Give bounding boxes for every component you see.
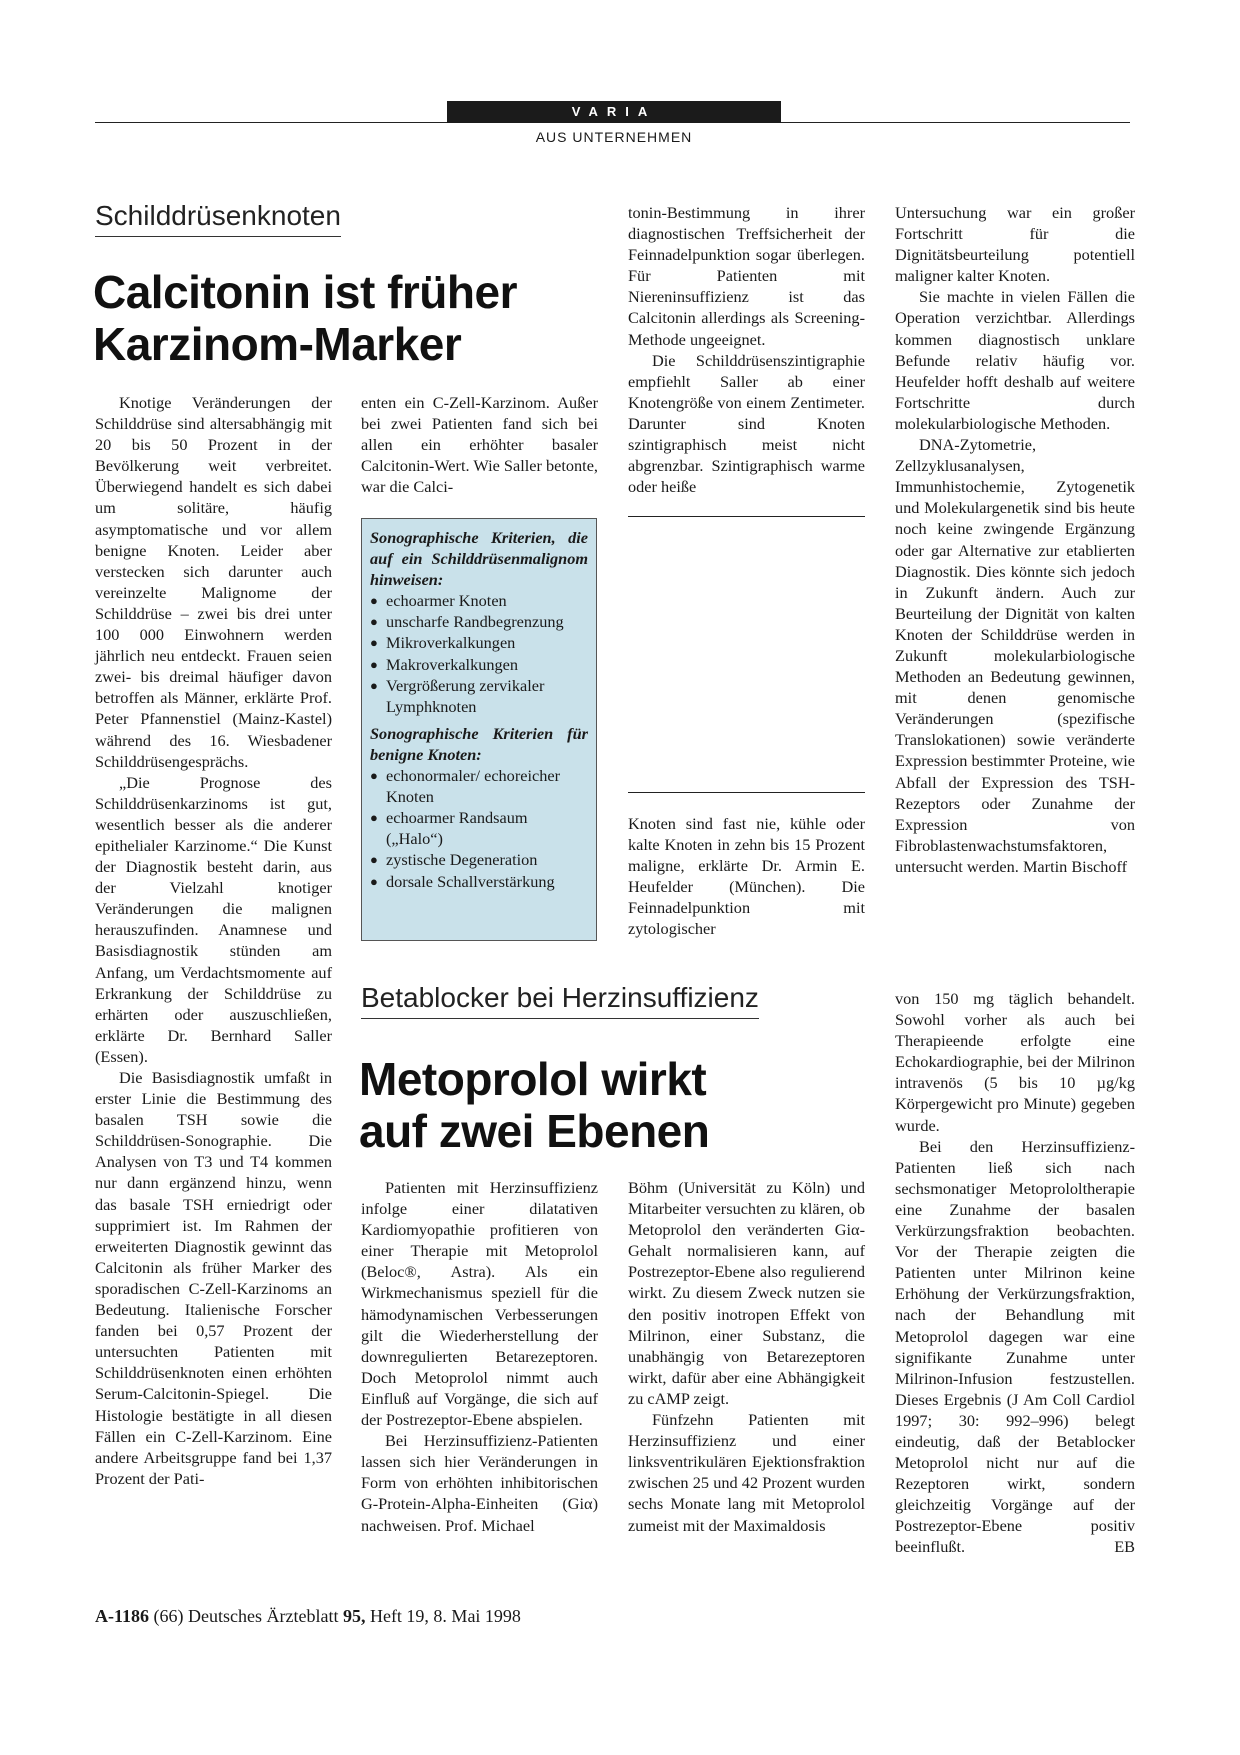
volume: 95, <box>342 1606 366 1626</box>
article1-headline-line2: Karzinom-Marker <box>93 318 462 370</box>
paragraph: Knotige Veränderungen der Schilddrüse sind altersabhängig mit 20 bis 50 Prozent in der Bevölkerung weit verbreitet. Überwiegend handelt es sich dabei um solitäre, häufig asymptomatische und vor allem benigne Knoten. Leider aber verstecken sich darunter auch vereinzelte Malignome der Schilddrüse – zwei bis drei unter 100 000 Einwohnern werden jährlich neu entdeckt. Frauen seien zwei- bis dreimal häufiger davon betroffen als Männer, erklärte Prof. Peter Pfannenstiel (Mainz-Kastel) während des 16. Wiesbadener Schilddrüsengesprächs. <box>95 393 332 771</box>
paragraph: Die Basisdiagnostik umfaßt in erster Linie die Bestimmung des basalen TSH sowie die Schilddrüsen-Sonographie. Die Analysen von T3 und T4 kommen nur dann ergänzend hinzu, wenn das basale TSH erniedrigt oder supprimiert ist. Im Rahmen der erweiterten Diagnostik gewinnt das Calcitonin als früher Marker des sporadischen C-Zell-Karzinoms an Bedeutung. Italienische Forscher fanden bei 0,57 Prozent der untersuchten Patienten mit Schilddrüsenknoten einen erhöhten Serum-Calcitonin-Spiegel. Die Histologie bestätigte in all diesen Fällen ein C-Zell-Karzinom. Eine andere Arbeitsgruppe fand bei 1,37 Prozent der Pati- <box>95 1068 332 1488</box>
article1-kicker: Schilddrüsenknoten <box>95 200 341 237</box>
criteria-list-malignant <box>370 590 588 717</box>
paragraph: Knoten sind fast nie, kühle oder kalte Knoten in zehn bis 15 Prozent maligne, erklärte Dr. Armin E. Heufelder (München). Die Feinnadelpunktion mit zytologischer <box>628 814 865 939</box>
journal-name: Deutsches Ärzteblatt <box>188 1606 339 1626</box>
issue-date: Heft 19, 8. Mai 1998 <box>369 1606 521 1626</box>
paragraph: „Die Prognose des Schilddrüsenkarzinoms ist gut, wesentlich besser als die anderer epithelialer Karzinome.“ Die Kunst der Diagnostik besteht darin, aus der Vielzahl knotiger Veränderungen die malignen herauszufinden. Anamnese und Basisdiagnostik stünden am Anfang, um Verdachtsmomente auf Erkrankung der Schilddrüse zu erhärten oder auszuschließen, erklärte Dr. Bernhard Saller (Essen). <box>95 772 332 1066</box>
list-item: ● Makroverkalkungen <box>370 654 588 675</box>
article2-kicker: Betablocker bei Herzinsuffizienz <box>361 982 759 1019</box>
list-item: ● dorsale Schallverstärkung <box>370 871 588 892</box>
paragraph: Patienten mit Herzinsuffizienz infolge einer dilatativen Kardiomyopathie profitieren von einer Therapie mit Metoprolol (Beloc®, Astra). Als ein Wirkmechanismus speziell für die hämodynamischen Verbesserungen gilt die Wiederherstellung der downregulierten Betarezeptoren. Doch Metoprolol nimmt auch Einfluß auf Vorgänge, die sich auf der Postrezeptor-Ebene abspielen. <box>361 1178 598 1430</box>
paragraph: Böhm (Universität zu Köln) und Mitarbeiter versuchten zu klären, ob Metoprolol den veränderten Giα-Gehalt normalisieren kann, auf Postrezeptor-Ebene also regulierend wirkt. Zu diesem Zweck nutzen sie den positiv inotropen Effekt von Milrinon, einer Substanz, die unabhängig von Betarezeptoren wirkt, dafür aber eine Abhängigkeit zu cAMP zeigt. <box>628 1178 865 1408</box>
article2-column-3 <box>628 1177 865 1536</box>
column-3-divider-bottom <box>628 792 865 793</box>
page-code: A-1186 <box>95 1606 149 1626</box>
column-3-divider-top <box>628 516 865 517</box>
article1-column-2 <box>361 392 598 497</box>
criteria-heading-benign: Sonographische Kriterien für benigne Knoten: <box>370 723 588 764</box>
list-item: ● echonormaler/ echoreicher Knoten <box>370 765 588 807</box>
criteria-heading-malignant: Sonographische Kriterien, die auf ein Schilddrüsenmalignom hinweisen: <box>370 528 588 590</box>
paragraph: DNA-Zytometrie, Zellzyklusanalysen, Immunhistochemie, Zytogenetik und Molekulargenetik sind bis heute noch keine zwingende Ergänzung oder gar Alternative zur etablierten Diagnostik. Dies könnte sich jedoch in Zukunft ändern. Auch zur Beurteilung der Dignität von kalten Knoten der Schilddrüse werden in Zukunft molekularbiologische Methoden an Bedeutung gewinnen, mit denen genomische Veränderungen (spezifische Translokationen) sowie veränderte Expression bestimmter Proteine, wie Abfall der Expression des TSH-Rezeptors oder Zunahme der Expression von Fibroblastenwachstumsfaktoren, untersucht werden. Martin Bischoff <box>895 435 1135 876</box>
article1-column-3-bottom <box>628 813 865 940</box>
list-item: ● echoarmer Knoten <box>370 590 588 611</box>
article1-column-4 <box>895 202 1135 877</box>
list-item: ● unscharfe Randbegrenzung <box>370 611 588 632</box>
article2-headline <box>359 1053 709 1157</box>
paragraph: Sie machte in vielen Fällen die Operation verzichtbar. Allerdings kommen diagnostisch unklare Befunde relativ häufig vor. Heufelder hofft deshalb auf weitere Fortschritte durch molekularbiologische Methoden. <box>895 287 1135 433</box>
paragraph: Die Schilddrüsenszintigraphie empfiehlt Saller ab einer Knotengröße von einem Zentimeter. Darunter sind Knoten szintigraphisch meist nicht abgrenzbar. Szintigraphisch warme oder heiße <box>628 350 865 497</box>
article1-column-3-top <box>628 202 865 497</box>
article2-column-2 <box>361 1177 598 1536</box>
article1-column-1 <box>95 392 332 1489</box>
article2-column-4 <box>895 988 1135 1558</box>
section-label: VARIA <box>447 101 781 123</box>
criteria-list-benign <box>370 765 588 892</box>
author-initials: EB <box>1114 1537 1135 1557</box>
article1-headline <box>93 266 517 370</box>
paragraph: Untersuchung war ein großer Fortschritt für die Dignitätsbeurteilung potentiell maligner kalter Knoten. <box>895 203 1135 286</box>
article2-headline-line1: Metoprolol wirkt <box>359 1053 707 1105</box>
page-number: (66) <box>153 1606 184 1626</box>
list-item: ● Mikroverkalkungen <box>370 632 588 653</box>
subsection-label: AUS UNTERNEHMEN <box>535 129 693 145</box>
paragraph: Fünfzehn Patienten mit Herzinsuffizienz und einer linksventrikulären Ejektionsfraktion zwischen 25 und 42 Prozent wurden sechs Monate lang mit Metoprolol zumeist mit der Maximaldosis <box>628 1410 865 1535</box>
paragraph: von 150 mg täglich behandelt. Sowohl vorher als auch bei Therapieende erfolgte eine Echokardiographie, bei der Milrinon intravenös (5 bis 10 µg/kg Körpergewicht pro Minute) gegeben wurde. <box>895 989 1135 1135</box>
paragraph: tonin-Bestimmung in ihrer diagnostischen Treffsicherheit der Feinnadelpunktion sogar überlegen. Für Patienten mit Niereninsuffizienz ist das Calcitonin allerdings als Screening-Methode ungeeignet. <box>628 203 865 349</box>
article1-headline-line1: Calcitonin ist früher <box>93 266 517 318</box>
page-footer <box>95 1606 521 1627</box>
list-item: ● echoarmer Randsaum („Halo“) <box>370 807 588 849</box>
article2-headline-line2: auf zwei Ebenen <box>359 1105 710 1157</box>
list-item: ● zystische Degeneration <box>370 849 588 870</box>
paragraph <box>895 1136 1135 1558</box>
paragraph-text: Bei den Herzinsuffizienz-Patienten ließ sich nach sechsmonatiger Metoprololtherapie eine Zunahme der basalen Verkürzungsfraktion beobachten. Vor der Therapie zeigten die Patienten unter Milrinon keine Erhöhung der Verkürzungsfraktion, nach der Behandlung mit Metoprolol dagegen war eine signifikante Zunahme unter Milrinon-Infusion festzustellen. Dieses Ergebnis (J Am Coll Cardiol 1997; 30: 992–996) belegt eindeutig, daß der Betablocker Metoprolol nicht nur auf die Rezeptoren wirkt, sondern gleichzeitig Vorgänge auf der Postrezeptor-Ebene positiv beeinflußt. <box>895 1136 1135 1557</box>
paragraph: Bei Herzinsuffizienz-Patienten lassen sich hier Veränderungen in Form von erhöhten inhibitorischen G-Protein-Alpha-Einheiten (Giα) nachweisen. Prof. Michael <box>361 1431 598 1535</box>
list-item: ● Vergrößerung zervikaler Lymphknoten <box>370 675 588 717</box>
criteria-box <box>361 518 597 941</box>
paragraph: enten ein C-Zell-Karzinom. Außer bei zwei Patienten fand sich bei allen ein erhöhter basaler Calcitonin-Wert. Wie Saller betonte, war die Calci- <box>361 393 598 497</box>
